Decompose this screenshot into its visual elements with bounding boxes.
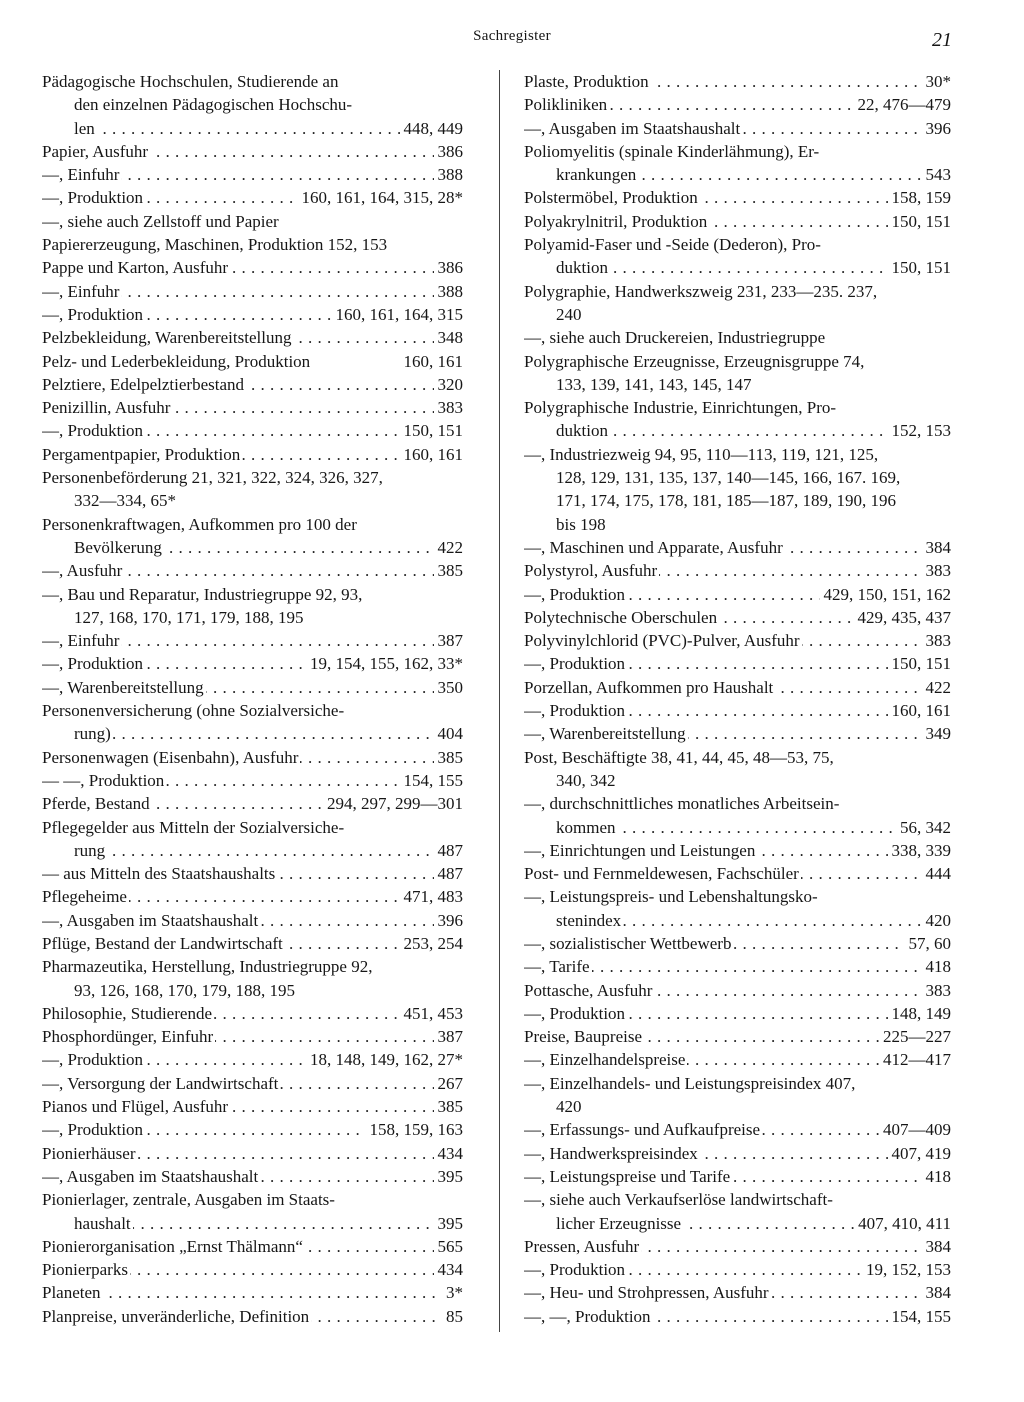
index-entry	[42, 210, 463, 233]
index-entry-pages: 348	[434, 326, 464, 349]
index-entry-pages: 384	[922, 1281, 952, 1304]
index-entry	[42, 1235, 463, 1258]
index-entry-term: Polystyrol, Ausfuhr	[524, 561, 658, 581]
index-entry-term: —, Ausgaben im Staatshaushalt	[42, 910, 259, 930]
index-entry	[524, 885, 951, 908]
index-entry	[42, 932, 463, 955]
index-entry	[524, 1142, 951, 1165]
index-entry	[42, 536, 463, 559]
index-entry-pages: 404	[434, 722, 464, 745]
index-entry-term: Planeten	[42, 1283, 101, 1303]
index-entry	[524, 210, 951, 233]
index-entry	[524, 979, 951, 1002]
index-entry-term: Pianos und Flügel, Ausfuhr	[42, 1097, 229, 1117]
index-entry-term: den einzelnen Pädagogischen Hochschu-	[74, 95, 353, 115]
index-entry	[42, 629, 463, 652]
index-entry-pages: 150, 151	[400, 419, 464, 442]
index-column-right	[524, 70, 951, 1328]
index-entry	[524, 1258, 951, 1281]
index-entry-pages: 154, 155	[888, 1305, 952, 1328]
index-entry-pages: 18, 148, 149, 162, 27*	[306, 1048, 463, 1071]
index-entry-pages: 3*	[442, 1281, 463, 1304]
index-entry	[524, 629, 951, 652]
index-entry-term: Planpreise, unveränderliche, Definition	[42, 1306, 310, 1326]
index-entry-term: Pharmazeutika, Herstellung, Industriegruppe 92,	[42, 957, 373, 977]
index-entry-term: 420	[556, 1097, 582, 1117]
index-entry-pages: 418	[922, 1165, 952, 1188]
index-entry-term: Pädagogische Hochschulen, Studierende an	[42, 72, 339, 91]
index-entry-term: 93, 126, 168, 170, 179, 188, 195	[74, 980, 295, 1000]
index-entry-term: —, Produktion	[42, 421, 144, 441]
index-entry-pages: 30*	[922, 70, 952, 93]
index-entry-term: Pergamentpapier, Produktion	[42, 444, 241, 464]
index-entry-pages: 349	[922, 722, 952, 745]
index-entry-pages: 396	[922, 117, 952, 140]
index-entry-pages: 383	[922, 559, 952, 582]
index-entry	[524, 932, 951, 955]
index-entry-term: Penizillin, Ausfuhr	[42, 398, 171, 418]
index-entry-term: Polygraphische Erzeugnisse, Erzeugnisgruppe 74,	[524, 351, 865, 371]
index-entry-term: rung)	[74, 724, 111, 744]
index-entry	[42, 233, 463, 256]
index-entry-term: —, Produktion	[42, 654, 144, 674]
index-entry-pages: 160, 161	[400, 443, 464, 466]
index-entry-term: krankungen	[556, 165, 637, 185]
index-entry-pages: 19, 154, 155, 162, 33*	[306, 652, 463, 675]
index-entry-term: bis 198	[556, 514, 606, 534]
index-entry	[524, 373, 951, 396]
index-entry	[42, 117, 463, 140]
index-entry	[42, 140, 463, 163]
index-entry	[524, 280, 951, 303]
index-entry-pages: 56, 342	[896, 816, 951, 839]
index-entry	[42, 280, 463, 303]
index-entry-term: —, Einfuhr	[42, 281, 120, 301]
index-entry-term: Pionierorganisation „Ernst Thälmann“	[42, 1236, 303, 1256]
index-entry-term: —, Warenbereitstellung	[42, 677, 204, 697]
index-entry	[42, 1165, 463, 1188]
index-entry	[42, 606, 463, 629]
index-entry-pages: 160, 161, 164, 315, 28*	[298, 186, 464, 209]
index-entry-term: Pressen, Ausfuhr	[524, 1236, 640, 1256]
index-entry	[524, 1188, 951, 1211]
index-entry-pages: 160, 161	[400, 350, 464, 373]
index-entry	[42, 186, 463, 209]
index-entry	[524, 1048, 951, 1071]
index-entry-term: Polyamid-Faser und -Seide (Dederon), Pro-	[524, 235, 821, 255]
index-entry-term: —, Einfuhr	[42, 165, 120, 185]
index-entry	[524, 559, 951, 582]
index-entry-term: stenindex	[556, 910, 622, 930]
index-entry-pages: 387	[434, 1025, 464, 1048]
index-entry-term: Pionierhäuser	[42, 1143, 136, 1163]
index-entry-pages: 386	[434, 256, 464, 279]
index-entry	[42, 1258, 463, 1281]
index-entry-pages: 338, 339	[888, 839, 952, 862]
index-entry	[42, 489, 463, 512]
index-entry	[42, 1002, 463, 1025]
index-entry-term: 128, 129, 131, 135, 137, 140—145, 166, 167. 169,	[556, 468, 901, 488]
index-entry-term: rung	[74, 840, 106, 860]
index-entry-pages: 158, 159, 163	[366, 1118, 464, 1141]
index-entry-term: 171, 174, 175, 178, 181, 185—187, 189, 190, 196	[556, 491, 896, 511]
index-entry	[524, 350, 951, 373]
index-entry-pages: 19, 152, 153	[862, 1258, 951, 1281]
index-entry-pages: 384	[922, 536, 952, 559]
index-entry	[524, 792, 951, 815]
column-divider	[499, 70, 500, 1332]
index-entry-term: —, Einzelhandels- und Leistungspreisindex 407,	[524, 1073, 856, 1093]
index-entry-term: —, siehe auch Verkaufserlöse landwirtschaft-	[524, 1190, 833, 1210]
index-entry-pages: 388	[434, 163, 464, 186]
index-entry-term: Polyakrylnitril, Produktion	[524, 211, 708, 231]
index-entry-pages: 388	[434, 280, 464, 303]
index-entry-pages: 267	[434, 1072, 464, 1095]
index-entry-term: 332—334, 65*	[74, 491, 176, 511]
index-entry-pages: 225—227	[879, 1025, 951, 1048]
index-entry-term: len	[74, 118, 95, 138]
index-entry	[42, 1305, 463, 1328]
index-entry-pages: 383	[922, 979, 952, 1002]
index-entry-term: —, Produktion	[524, 584, 626, 604]
index-entry	[524, 233, 951, 256]
index-entry	[42, 862, 463, 885]
index-entry-pages: 429, 435, 437	[854, 606, 952, 629]
index-entry	[42, 839, 463, 862]
index-entry-term: —, Maschinen und Apparate, Ausfuhr	[524, 537, 783, 557]
index-entry	[42, 1281, 463, 1304]
index-entry	[42, 1212, 463, 1235]
index-entry	[42, 443, 463, 466]
index-entry-term: —, durchschnittliches monatliches Arbeitsein-	[524, 794, 840, 814]
index-entry	[524, 1305, 951, 1328]
index-entry	[524, 1118, 951, 1141]
index-entry-pages: 434	[434, 1142, 464, 1165]
index-entry	[524, 256, 951, 279]
index-entry-term: 133, 139, 141, 143, 145, 147	[556, 374, 752, 394]
index-entry	[524, 163, 951, 186]
index-entry-term: haushalt	[74, 1213, 131, 1233]
index-entry-term: —, Versorgung der Landwirtschaft	[42, 1073, 279, 1093]
index-entry	[524, 583, 951, 606]
index-entry-term: Personenwagen (Eisenbahn), Ausfuhr	[42, 747, 299, 767]
index-entry-pages: 150, 151	[888, 652, 952, 675]
index-entry	[42, 1118, 463, 1141]
index-entry-pages: 350	[434, 676, 464, 699]
index-entry-pages: 150, 151	[888, 210, 952, 233]
index-entry-term: kommen	[556, 817, 616, 837]
index-entry-term: Pottasche, Ausfuhr	[524, 980, 653, 1000]
index-entry	[42, 350, 463, 373]
index-entry	[524, 303, 951, 326]
index-entry	[42, 559, 463, 582]
index-entry-term: —, siehe auch Zellstoff und Papier	[42, 211, 279, 231]
index-entry-term: Preise, Baupreise	[524, 1027, 643, 1047]
index-entry-pages: 407, 410, 411	[854, 1212, 951, 1235]
index-entry-pages: 387	[434, 629, 464, 652]
index-entry	[524, 326, 951, 349]
index-entry	[524, 676, 951, 699]
index-entry-term: Personenkraftwagen, Aufkommen pro 100 der	[42, 514, 357, 534]
index-entry-pages: 383	[434, 396, 464, 419]
page-number: 21	[932, 29, 952, 51]
index-entry	[42, 885, 463, 908]
index-entry-pages: 386	[434, 140, 464, 163]
index-entry-pages: 448, 449	[400, 117, 464, 140]
index-entry-term: —, Produktion	[524, 701, 626, 721]
index-entry-pages: 422	[922, 676, 952, 699]
index-entry	[42, 1095, 463, 1118]
index-entry	[42, 373, 463, 396]
index-entry-term: —, Industriezweig 94, 95, 110—113, 119, 121, 125,	[524, 444, 879, 464]
index-entry-term: — —, Produktion	[42, 770, 165, 790]
index-entry-term: 127, 168, 170, 171, 179, 188, 195	[74, 607, 304, 627]
index-entry-pages: 148, 149	[888, 1002, 952, 1025]
index-entry	[524, 513, 951, 536]
index-entry	[524, 536, 951, 559]
index-entry-term: 240	[556, 304, 582, 324]
index-entry-pages: 444	[922, 862, 952, 885]
index-entry-term: —, siehe auch Druckereien, Industriegruppe	[524, 328, 826, 348]
index-entry	[42, 466, 463, 489]
index-entry	[42, 1048, 463, 1071]
index-entry	[524, 1002, 951, 1025]
index-entry-term: duktion	[556, 421, 608, 441]
index-entry-term: Papiererzeugung, Maschinen, Produktion 152, 153	[42, 235, 388, 255]
index-entry	[524, 1072, 951, 1095]
index-entry-term: Pflüge, Bestand der Landwirtschaft	[42, 933, 283, 953]
index-entry-term: Pflegegelder aus Mitteln der Sozialversiche-	[42, 817, 345, 837]
index-entry	[524, 1165, 951, 1188]
index-entry-term: Philosophie, Studierende	[42, 1003, 212, 1023]
index-entry-pages: 565	[434, 1235, 464, 1258]
index-entry-pages: 407—409	[879, 1118, 951, 1141]
running-head: Sachregister	[473, 28, 551, 44]
index-entry-term: —, Produktion	[42, 1120, 144, 1140]
index-entry-term: Pelztiere, Edelpelztierbestand	[42, 374, 245, 394]
index-entry-pages: 150, 151	[888, 256, 952, 279]
index-entry	[524, 140, 951, 163]
index-entry-pages: 294, 297, 299—301	[323, 792, 463, 815]
index-entry-pages: 396	[434, 909, 464, 932]
index-entry-term: —, Ausgaben im Staatshaushalt	[524, 118, 741, 138]
index-entry-pages: 22, 476—479	[854, 93, 952, 116]
index-entry	[524, 466, 951, 489]
index-entry-term: —, Warenbereitstellung	[524, 724, 686, 744]
index-entry-pages: 487	[434, 839, 464, 862]
index-entry	[524, 186, 951, 209]
index-entry	[42, 1188, 463, 1211]
index-entry	[524, 489, 951, 512]
index-entry-term: —, Handwerkspreisindex	[524, 1143, 698, 1163]
index-entry-pages: 158, 159	[888, 186, 952, 209]
index-entry	[42, 396, 463, 419]
index-entry-pages: 420	[922, 909, 952, 932]
index-entry-term: Polikliniken	[524, 95, 608, 115]
index-entry-term: —, Produktion	[524, 1260, 626, 1280]
index-entry	[42, 70, 463, 93]
index-entry-term: duktion	[556, 258, 608, 278]
index-entry	[42, 652, 463, 675]
index-entry-pages: 385	[434, 746, 464, 769]
index-entry-term: Personenversicherung (ohne Sozialversiche-	[42, 701, 345, 721]
index-entry	[42, 816, 463, 839]
index-entry	[42, 163, 463, 186]
index-entry-term: Pionierparks	[42, 1260, 128, 1280]
index-entry-pages: 395	[434, 1212, 464, 1235]
index-entry	[524, 746, 951, 769]
index-entry-term: 340, 342	[556, 770, 616, 790]
index-entry-pages: 487	[434, 862, 464, 885]
index-entry-term: —, Produktion	[524, 654, 626, 674]
index-entry-term: Pelz- und Lederbekleidung, Produktion	[42, 351, 311, 371]
index-entry	[524, 652, 951, 675]
index-entry	[524, 1025, 951, 1048]
index-entry-term: Pelzbekleidung, Warenbereitstellung	[42, 328, 292, 348]
index-entry	[42, 792, 463, 815]
index-entry-pages: 320	[434, 373, 464, 396]
index-entry	[42, 955, 463, 978]
index-entry-term: —, —, Produktion	[524, 1306, 651, 1326]
index-entry-term: —, Einrichtungen und Leistungen	[524, 840, 756, 860]
index-column-left	[42, 70, 463, 1328]
index-entry	[42, 583, 463, 606]
index-entry-term: Bevölkerung	[74, 537, 162, 557]
index-entry-term: Pflegeheime	[42, 887, 127, 907]
index-entry	[524, 862, 951, 885]
index-entry	[524, 1281, 951, 1304]
index-entry-term: —, Erfassungs- und Aufkaufpreise	[524, 1120, 761, 1140]
index-entry	[42, 722, 463, 745]
index-entry-term: —, Einzelhandelspreise	[524, 1050, 686, 1070]
index-entry-pages: 384	[922, 1235, 952, 1258]
index-entry	[42, 746, 463, 769]
index-entry-term: —, sozialistischer Wettbewerb	[524, 933, 732, 953]
index-entry-term: Post- und Fernmeldewesen, Fachschüler	[524, 864, 799, 884]
index-entry	[42, 419, 463, 442]
index-entry	[42, 909, 463, 932]
index-entry-term: —, Bau und Reparatur, Industriegruppe 92, 93,	[42, 584, 363, 604]
index-entry	[42, 979, 463, 1002]
index-entry-term: Papier, Ausfuhr	[42, 141, 149, 161]
index-entry	[42, 699, 463, 722]
index-entry	[524, 117, 951, 140]
index-entry	[524, 70, 951, 93]
index-entry-pages: 385	[434, 559, 464, 582]
index-entry-pages: 385	[434, 1095, 464, 1118]
index-entry	[524, 93, 951, 116]
index-entry	[524, 699, 951, 722]
index-entry	[524, 769, 951, 792]
index-entry	[524, 1235, 951, 1258]
index-entry	[524, 816, 951, 839]
index-entry	[524, 1095, 951, 1118]
index-entry	[524, 955, 951, 978]
index-entry-pages: 253, 254	[400, 932, 464, 955]
index-entry-pages: 152, 153	[888, 419, 952, 442]
index-entry-pages: 407, 419	[888, 1142, 952, 1165]
index-entry-pages: 395	[434, 1165, 464, 1188]
index-entry-term: —, Produktion	[42, 188, 144, 208]
index-entry	[42, 256, 463, 279]
index-entry	[42, 303, 463, 326]
index-entry-term: Poliomyelitis (spinale Kinderlähmung), Er-	[524, 141, 820, 161]
index-entry	[524, 443, 951, 466]
index-entry-term: licher Erzeugnisse	[556, 1213, 682, 1233]
index-entry	[524, 909, 951, 932]
index-entry-term: Polstermöbel, Produktion	[524, 188, 698, 208]
index-entry-pages: 434	[434, 1258, 464, 1281]
index-entry-pages: 451, 453	[400, 1002, 464, 1025]
index-entry	[524, 839, 951, 862]
index-entry-term: —, Heu- und Strohpressen, Ausfuhr	[524, 1283, 769, 1303]
index-entry-term: —, Einfuhr	[42, 631, 120, 651]
index-entry-term: —, Ausfuhr	[42, 561, 123, 581]
index-entry-pages: 154, 155	[400, 769, 464, 792]
index-entry-pages: 412—417	[879, 1048, 951, 1071]
index-entry	[42, 1072, 463, 1095]
index-entry	[524, 722, 951, 745]
index-entry	[524, 396, 951, 419]
index-entry-term: Post, Beschäftigte 38, 41, 44, 45, 48—53, 75,	[524, 747, 834, 767]
index-entry	[42, 676, 463, 699]
index-entry-term: Personenbeförderung 21, 321, 322, 324, 326, 327,	[42, 468, 383, 488]
index-entry-term: Polygraphische Industrie, Einrichtungen, Pro-	[524, 398, 837, 418]
index-entry-pages: 85	[442, 1305, 463, 1328]
index-entry-pages: 422	[434, 536, 464, 559]
index-entry-pages: 471, 483	[400, 885, 464, 908]
index-entry	[42, 1025, 463, 1048]
index-entry-pages: 57, 60	[905, 932, 952, 955]
index-entry-term: Pferde, Bestand	[42, 794, 150, 814]
index-entry-pages: 543	[922, 163, 952, 186]
index-entry-pages: 160, 161, 164, 315	[332, 303, 464, 326]
index-entry	[524, 1212, 951, 1235]
index-entry-pages: 429, 150, 151, 162	[820, 583, 952, 606]
index-entry	[42, 769, 463, 792]
index-entry-term: Polyvinylchlorid (PVC)-Pulver, Ausfuhr	[524, 631, 800, 651]
index-entry-term: —, Produktion	[42, 304, 144, 324]
index-entry-term: —, Ausgaben im Staatshaushalt	[42, 1166, 259, 1186]
index-entry	[524, 419, 951, 442]
index-entry-term: —, Tarife	[524, 957, 590, 977]
index-entry	[524, 606, 951, 629]
index-entry	[42, 93, 463, 116]
index-entry-term: Plaste, Produktion	[524, 72, 649, 91]
index-entry-term: Porzellan, Aufkommen pro Haushalt	[524, 677, 774, 697]
index-entry	[42, 326, 463, 349]
index-entry-pages: 418	[922, 955, 952, 978]
index-entry-term: —, Leistungspreis- und Lebenshaltungsko-	[524, 887, 818, 907]
index-entry-term: Polytechnische Oberschulen	[524, 607, 718, 627]
index-entry	[42, 513, 463, 536]
index-entry-term: Phosphordünger, Einfuhr	[42, 1027, 214, 1047]
index-entry-term: Pappe und Karton, Ausfuhr	[42, 258, 229, 278]
index-entry-pages: 160, 161	[888, 699, 952, 722]
index-entry-term: Pionierlager, zentrale, Ausgaben im Staats-	[42, 1190, 335, 1210]
index-entry-term: Polygraphie, Handwerkszweig 231, 233—235. 237,	[524, 281, 878, 301]
index-entry-pages: 383	[922, 629, 952, 652]
index-entry-term: —, Produktion	[524, 1003, 626, 1023]
index-entry-term: —, Produktion	[42, 1050, 144, 1070]
index-entry	[42, 1142, 463, 1165]
index-entry-term: —, Leistungspreise und Tarife	[524, 1166, 731, 1186]
index-entry-term: — aus Mitteln des Staatshaushalts	[42, 864, 276, 884]
